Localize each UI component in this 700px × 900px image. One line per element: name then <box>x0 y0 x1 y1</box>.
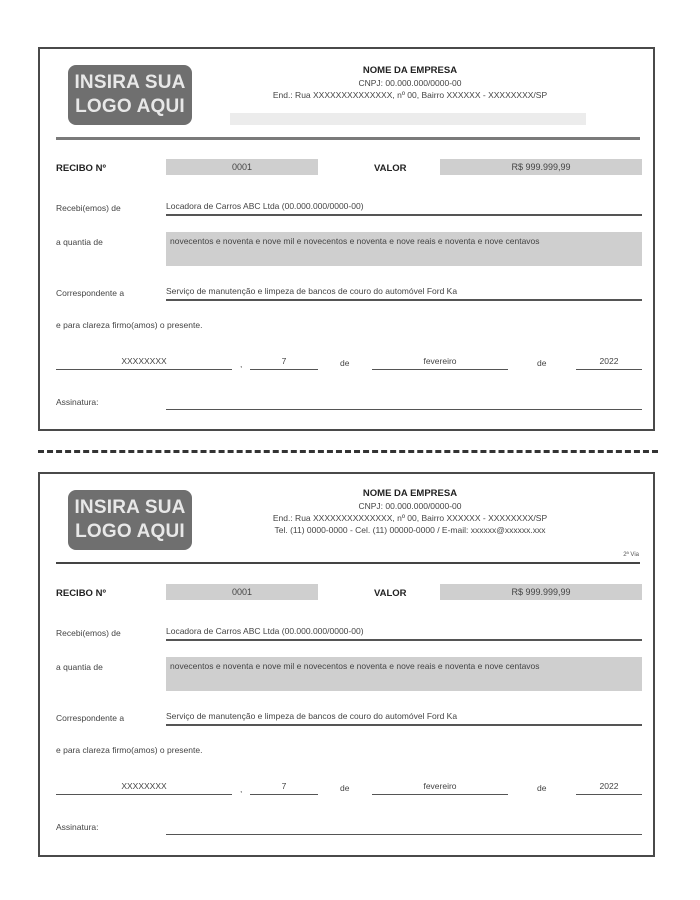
city-field[interactable]: XXXXXXXX <box>56 780 232 795</box>
receipt-second-copy <box>38 472 655 857</box>
recibo-label: RECIBO Nº <box>56 163 106 174</box>
recibo-number[interactable]: 0001 <box>166 584 318 600</box>
quantia-label: a quantia de <box>56 662 103 672</box>
de-label-1: de <box>340 783 350 793</box>
quantia-field[interactable]: novecentos e noventa e nove mil e novecentos e noventa e nove reais e noventa e nove centavos <box>166 232 642 266</box>
assinatura-label: Assinatura: <box>56 822 99 832</box>
recibo-number[interactable]: 0001 <box>166 159 318 175</box>
valor-label: VALOR <box>374 163 407 174</box>
logo-line-2: LOGO AQUI <box>75 96 185 117</box>
month-field[interactable]: fevereiro <box>372 780 508 795</box>
company-cnpj: CNPJ: 00.000.000/0000-00 <box>358 78 462 88</box>
valor-label: VALOR <box>374 588 407 599</box>
header-rule <box>56 562 640 564</box>
recibo-label: RECIBO Nº <box>56 588 106 599</box>
correspondente-field[interactable]: Serviço de manutenção e limpeza de bancos de couro do automóvel Ford Ka <box>166 710 642 726</box>
logo-line-1: INSIRA SUA <box>74 72 186 93</box>
recebi-label: Recebi(emos) de <box>56 628 121 638</box>
recebi-label: Recebi(emos) de <box>56 203 121 213</box>
correspondente-field[interactable]: Serviço de manutenção e limpeza de bancos de couro do automóvel Ford Ka <box>166 285 642 301</box>
assinatura-label: Assinatura: <box>56 397 99 407</box>
de-label-2: de <box>537 358 547 368</box>
cut-line-separator <box>38 450 658 453</box>
header-rule <box>56 137 640 140</box>
blurred-contact-bar <box>230 113 586 125</box>
signature-line[interactable] <box>166 395 642 410</box>
via-label: 2ª Via <box>623 552 639 558</box>
company-address: End.: Rua XXXXXXXXXXXXXX, nº 00, Bairro XXXXXX - XXXXXXXX/SP <box>272 513 548 523</box>
city-field[interactable]: XXXXXXXX <box>56 355 232 370</box>
company-info <box>210 488 610 536</box>
correspondente-label: Correspondente a <box>56 288 125 298</box>
logo-placeholder <box>68 65 192 125</box>
day-field[interactable]: 7 <box>250 355 318 370</box>
recebi-field[interactable]: Locadora de Carros ABC Ltda (00.000.000/0000-00) <box>166 200 642 216</box>
company-contact: Tel. (11) 0000-0000 - Cel. (11) 00000-0000 / E-mail: xxxxxx@xxxxxx.xxx <box>274 525 546 535</box>
logo-line-2: LOGO AQUI <box>75 521 185 542</box>
signature-line[interactable] <box>166 820 642 835</box>
correspondente-label: Correspondente a <box>56 713 125 723</box>
company-address: End.: Rua XXXXXXXXXXXXXX, nº 00, Bairro XXXXXX - XXXXXXXX/SP <box>272 90 548 100</box>
valor-value[interactable]: R$ 999.999,99 <box>440 584 642 600</box>
clareza-text: e para clareza firmo(amos) o presente. <box>56 320 203 330</box>
valor-value[interactable]: R$ 999.999,99 <box>440 159 642 175</box>
clareza-text: e para clareza firmo(amos) o presente. <box>56 745 203 755</box>
day-field[interactable]: 7 <box>250 780 318 795</box>
recebi-field[interactable]: Locadora de Carros ABC Ltda (00.000.000/0000-00) <box>166 625 642 641</box>
year-field[interactable]: 2022 <box>576 780 642 795</box>
logo-placeholder <box>68 490 192 550</box>
company-info <box>210 65 610 101</box>
logo-line-1: INSIRA SUA <box>74 497 186 518</box>
quantia-label: a quantia de <box>56 237 103 247</box>
company-name: NOME DA EMPRESA <box>362 65 458 76</box>
month-field[interactable]: fevereiro <box>372 355 508 370</box>
receipt-first-copy <box>38 47 655 431</box>
de-label-2: de <box>537 783 547 793</box>
de-label-1: de <box>340 358 350 368</box>
quantia-field[interactable]: novecentos e noventa e nove mil e novecentos e noventa e nove reais e noventa e nove centavos <box>166 657 642 691</box>
company-cnpj: CNPJ: 00.000.000/0000-00 <box>358 501 462 511</box>
comma-separator: , <box>240 784 243 794</box>
year-field[interactable]: 2022 <box>576 355 642 370</box>
company-name: NOME DA EMPRESA <box>362 488 458 499</box>
comma-separator: , <box>240 359 243 369</box>
